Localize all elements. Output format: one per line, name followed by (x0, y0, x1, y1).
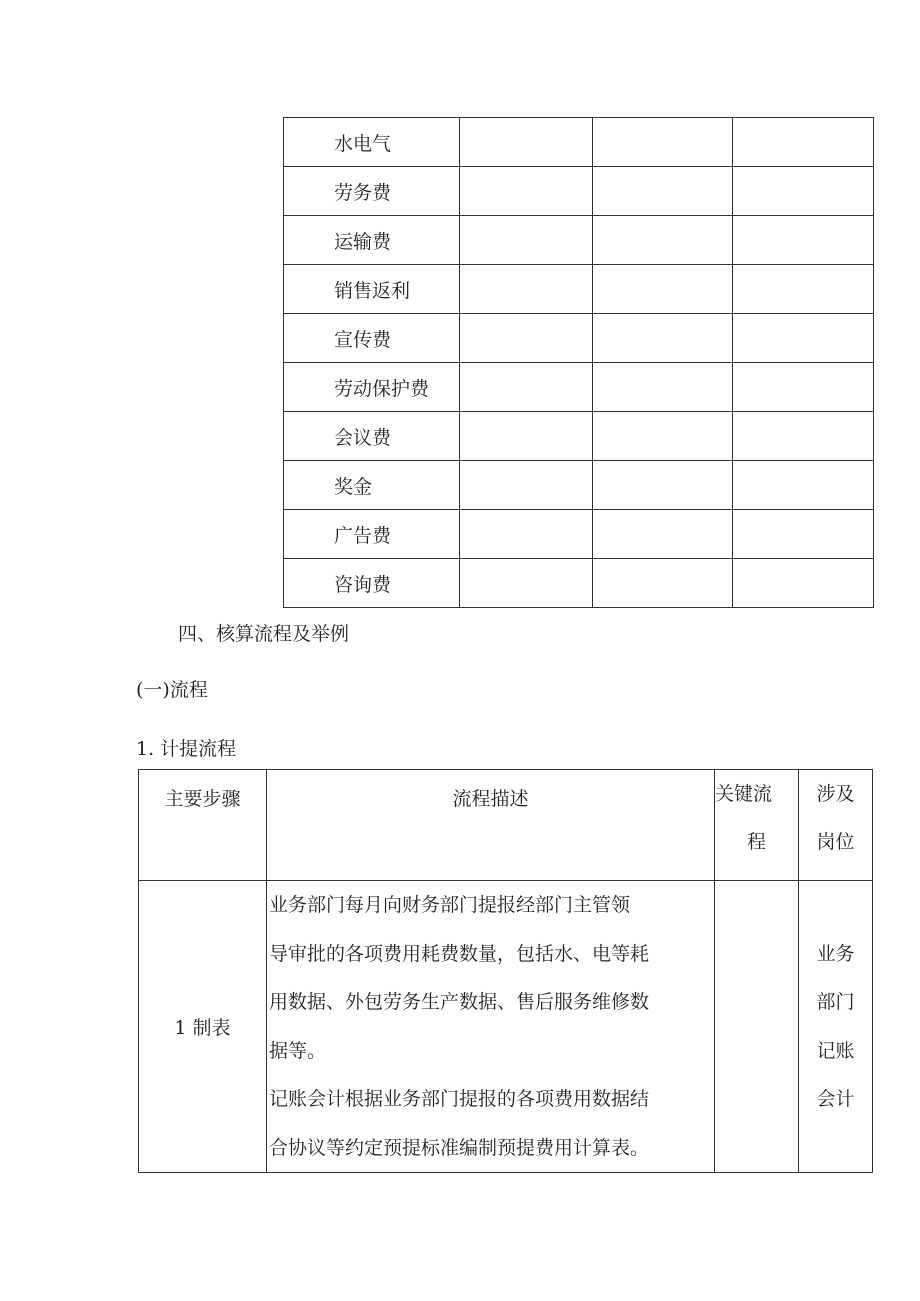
cost-item-row (284, 265, 874, 314)
cost-item-name: 宣传费 (284, 314, 460, 363)
cost-item-cell (460, 167, 593, 216)
description-line: 业务部门每月向财务部门提报经部门主管领 (269, 894, 631, 916)
cost-item-cell (593, 118, 733, 167)
cost-item-name: 劳务费 (284, 167, 460, 216)
cost-item-cell (733, 167, 874, 216)
cost-item-row (284, 118, 874, 167)
description-line: 导审批的各项费用耗费数量，包括水、电等耗 (269, 942, 650, 965)
role-line: 记账 (816, 1039, 855, 1062)
cost-item-cell (593, 363, 733, 412)
cost-item-cell (460, 118, 593, 167)
header-key-flow (715, 770, 799, 881)
cost-item-name: 会议费 (284, 412, 460, 461)
cost-item-row (284, 412, 874, 461)
cost-item-cell (733, 510, 874, 559)
key-flow-cell (715, 881, 799, 1173)
cost-item-cell (593, 216, 733, 265)
process-table (138, 769, 873, 1173)
subsection-title: (一)流程 (136, 679, 208, 701)
cost-item-cell (460, 412, 593, 461)
role-line: 会计 (816, 1088, 855, 1110)
cost-item-cell (733, 118, 874, 167)
description-line: 记账会计根据业务部门提报的各项费用数据结 (269, 1088, 650, 1110)
header-role-line2: 岗位 (816, 831, 855, 853)
header-role (799, 770, 873, 881)
header-role-line1: 涉及 (816, 783, 855, 805)
cost-item-row (284, 363, 874, 412)
cost-item-cell (733, 412, 874, 461)
cost-item-cell (460, 363, 593, 412)
header-description: 流程描述 (267, 770, 715, 881)
cost-item-row (284, 314, 874, 363)
cost-item-cell (460, 314, 593, 363)
cost-item-cell (733, 314, 874, 363)
section-title: 四、核算流程及举例 (178, 623, 350, 645)
cost-item-name: 劳动保护费 (284, 363, 460, 412)
description-line: 合协议等约定预提标准编制预提费用计算表。 (269, 1136, 650, 1159)
header-key-flow-line2: 程 (746, 831, 766, 853)
cost-item-cell (593, 559, 733, 608)
role-cell (799, 881, 873, 1173)
cost-item-cell (593, 412, 733, 461)
cost-items-table (283, 117, 874, 608)
cost-item-cell (460, 510, 593, 559)
header-key-flow-line1: 关键流 (715, 783, 773, 805)
cost-item-row (284, 510, 874, 559)
description-line: 据等。 (269, 1039, 327, 1062)
step-cell: 1 制表 (139, 881, 267, 1173)
cost-item-cell (460, 216, 593, 265)
role-line: 部门 (816, 991, 855, 1013)
cost-item-cell (593, 461, 733, 510)
description-line: 用数据、外包劳务生产数据、售后服务维修数 (269, 991, 650, 1013)
cost-item-cell (460, 461, 593, 510)
cost-item-cell (733, 559, 874, 608)
cost-item-cell (460, 559, 593, 608)
process-header-row (139, 770, 873, 881)
cost-item-cell (593, 265, 733, 314)
sub-subsection-title: 1. 计提流程 (136, 738, 237, 760)
cost-item-name: 广告费 (284, 510, 460, 559)
cost-item-cell (593, 510, 733, 559)
cost-item-row (284, 167, 874, 216)
cost-item-name: 水电气 (284, 118, 460, 167)
cost-item-cell (733, 461, 874, 510)
cost-item-row (284, 461, 874, 510)
cost-item-name: 奖金 (284, 461, 460, 510)
description-cell (267, 881, 715, 1173)
cost-item-row (284, 559, 874, 608)
cost-item-cell (733, 265, 874, 314)
cost-item-cell (593, 167, 733, 216)
process-row (139, 881, 873, 1173)
cost-item-cell (733, 363, 874, 412)
cost-item-cell (593, 314, 733, 363)
cost-item-row (284, 216, 874, 265)
header-step: 主要步骤 (139, 770, 267, 881)
cost-item-name: 运输费 (284, 216, 460, 265)
cost-item-name: 销售返利 (284, 265, 460, 314)
cost-item-name: 咨询费 (284, 559, 460, 608)
role-line: 业务 (816, 942, 855, 965)
cost-item-cell (460, 265, 593, 314)
cost-item-cell (733, 216, 874, 265)
